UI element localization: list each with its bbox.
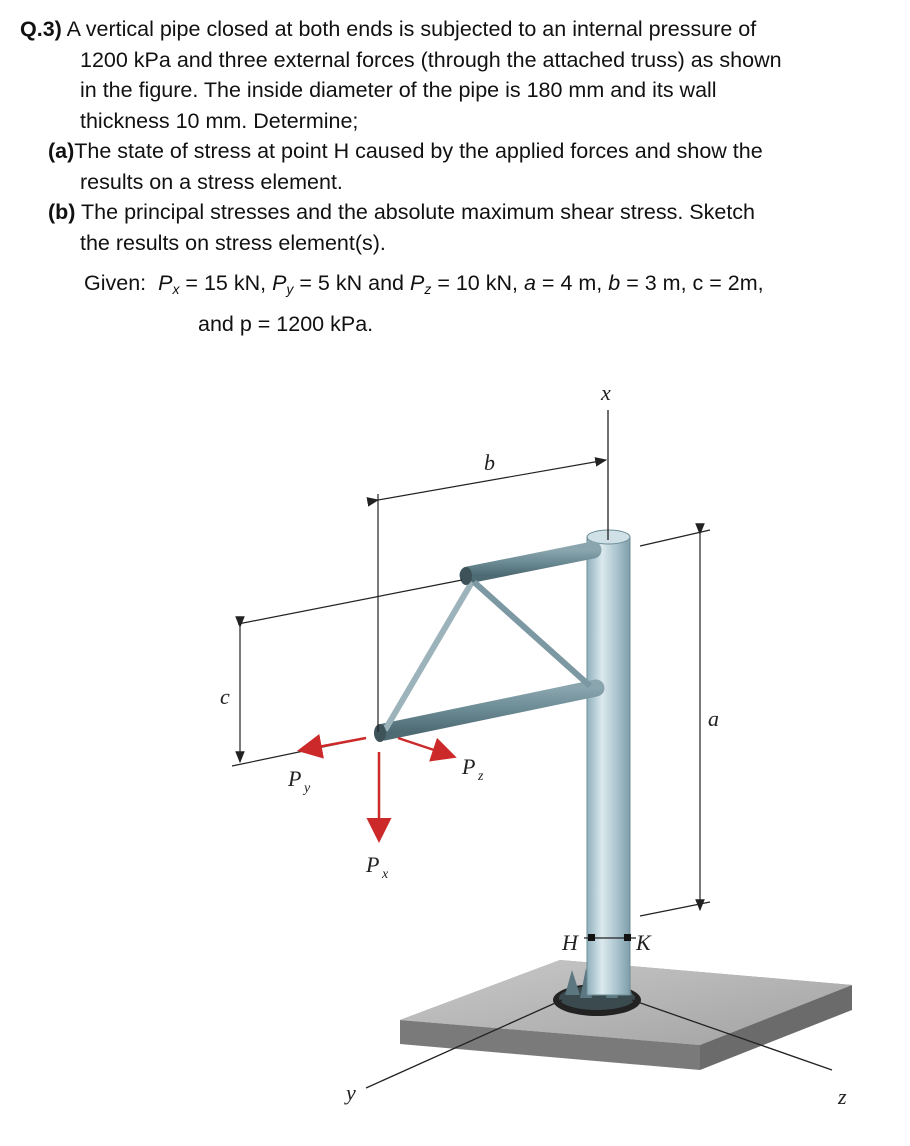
label-H: H xyxy=(562,930,578,955)
given-pz-symbol: $P_z$ xyxy=(409,271,432,297)
given-b-symbol: b xyxy=(608,271,621,295)
intro-line-4: thickness 10 mm. Determine; xyxy=(80,108,359,133)
label-px: P xyxy=(366,852,380,877)
label-c: c xyxy=(220,684,230,709)
part-a-line-1: The state of stress at point H caused by the applied forces and show the xyxy=(74,139,763,163)
label-x-axis: x xyxy=(601,380,611,405)
label-a: a xyxy=(708,706,719,731)
force-py-arrow xyxy=(302,738,366,750)
given-px-symbol: $P_x$ xyxy=(158,271,180,297)
label-K: K xyxy=(636,930,651,955)
label-pz-sub: z xyxy=(478,769,484,784)
part-b-tag: (b) xyxy=(48,200,76,224)
force-arrows xyxy=(302,738,452,838)
intro-line-2: 1200 kPa and three external forces (through the attached truss) as shown xyxy=(80,47,782,72)
given-a-symbol: a xyxy=(523,271,536,295)
question-number: Q.3) xyxy=(20,17,62,41)
given-py-symbol: $P_y$ xyxy=(272,271,294,297)
part-a-tag: (a) xyxy=(48,139,75,163)
given-a: = 4 m, xyxy=(541,271,603,295)
truss xyxy=(374,550,596,742)
label-px-sub: x xyxy=(382,867,389,882)
given-b: = 3 m, c = 2m, xyxy=(626,271,764,295)
label-pz: P xyxy=(462,754,476,779)
label-z-axis: z xyxy=(838,1084,847,1109)
label-b: b xyxy=(484,450,495,475)
dimension-c xyxy=(232,580,462,766)
given-py: = 5 kN and xyxy=(299,271,404,295)
given-px: = 15 kN, xyxy=(185,271,267,295)
force-pz-arrow xyxy=(398,738,452,756)
label-py-sub: y xyxy=(304,781,311,796)
given-label: Given: xyxy=(84,271,147,295)
given-pz: = 10 kN, xyxy=(437,271,518,295)
label-y-axis: y xyxy=(346,1080,356,1105)
dimension-a xyxy=(640,530,710,916)
vertical-pipe xyxy=(587,530,630,995)
given-pressure: and p = 1200 kPa. xyxy=(198,311,374,336)
label-py: P xyxy=(288,766,302,791)
part-a-line-2: results on a stress element. xyxy=(80,169,343,194)
part-b-line-2: the results on stress element(s). xyxy=(80,230,386,255)
intro-line-1: A vertical pipe closed at both ends is subjected to an internal pressure of xyxy=(66,17,757,41)
intro-line-3: in the figure. The inside diameter of the pipe is 180 mm and its wall xyxy=(80,78,717,102)
part-b-line-1: The principal stresses and the absolute maximum shear stress. Sketch xyxy=(81,200,756,224)
